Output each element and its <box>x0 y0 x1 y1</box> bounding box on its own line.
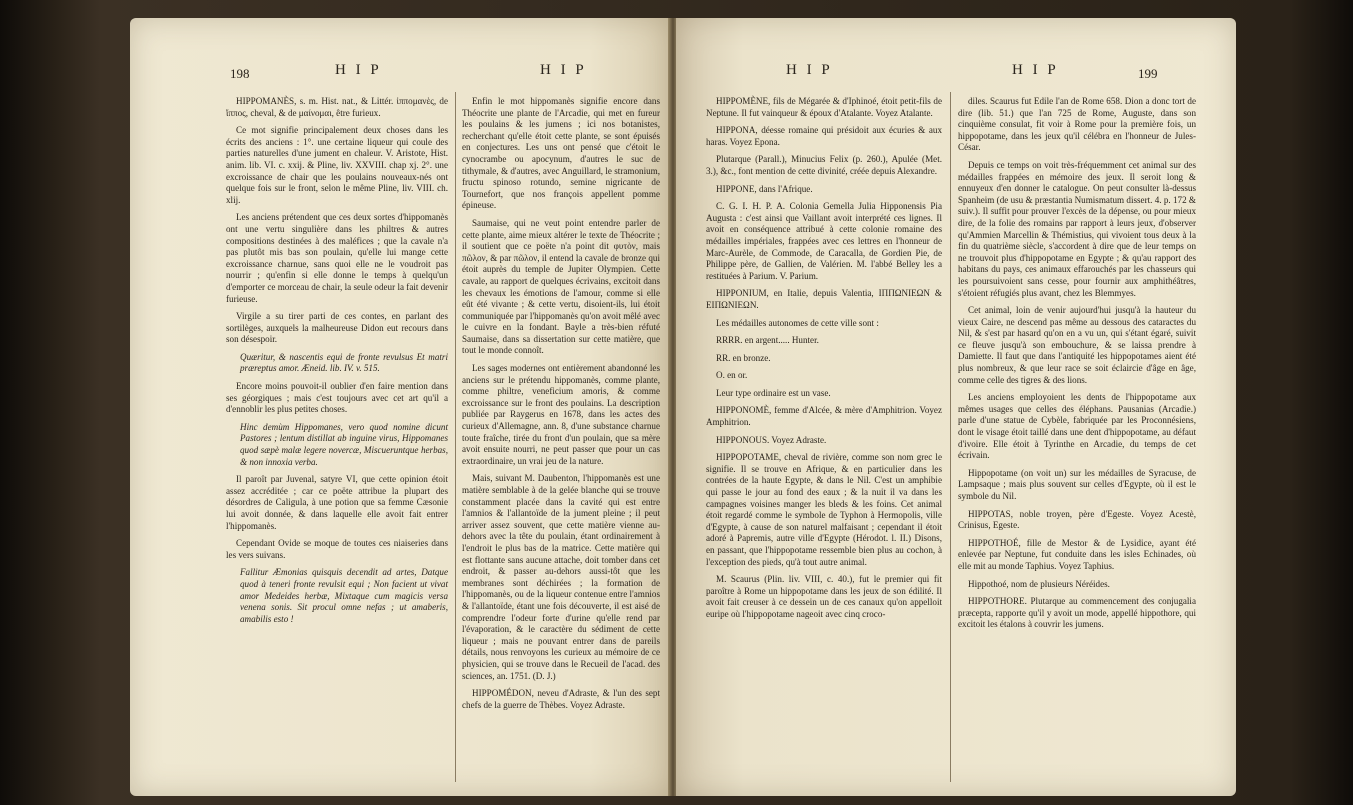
paragraph: HIPPOMÈNE, fils de Mégarée & d'Iphinoé, étoit petit-fils de Neptune. Il fut vainqueur & époux d'Atalante. Voyez Atalante. <box>706 96 942 118</box>
left-header-right: H I P <box>540 62 587 78</box>
paragraph: Enfin le mot hippomanès signifie encore dans Théocrite une plante de l'Arcadie, qui met en fureur les poulains & les jumens ; ici nos botanistes, recherchant qu'elle étoit cette plante, se sont épuisés en conjectures. Les uns ont pensé que c'étoit le cynocrambe ou apocynum, d'autres le suc de tithymale, & d'autres, avec Anguillard, le stramonium, fructu spinoso rotundo, semine nigricante de Tournefort, que nos françois appellent pomme épineuse. <box>462 96 660 211</box>
quotation: Hinc demùm Hippomanes, vero quod nomine dicunt Pastores ; lentum distillat ab inguine virus, Hippomanes quod sæpè malæ legere novercæ, Miscueruntque herbas, & non innoxia verba. <box>240 421 448 467</box>
paragraph: RR. en bronze. <box>716 352 771 363</box>
paragraph: Les sages modernes ont entièrement abandonné les anciens sur le prétendu hippomanès, comme plante, comme philtre, veneficium amoris, & comme excroissance sur le front des poulains. La description publiée par Raygerus en 1678, dans les actes des curieux d'Allemagne, ann. 8, d'une substance charnue toute fraîche, tirée du front d'un poulain, que sa mère avoit ensuite nourri, ne peut passer que pour un cas extraordinaire, un vrai jeu de la nature. <box>462 363 660 466</box>
right-column-2 <box>958 96 1196 637</box>
left-header-left: H I P <box>335 62 382 78</box>
paragraph: HIPPOPOTAME, cheval de rivière, comme son nom grec le signifie. Il se trouve en Afrique, & en particulier dans les contrées de la haute Egypte, & dans le Nil. C'est un amphibie qui passe le jour au fond des eaux ; & la nuit il va dans les campagnes voisines manger les bleds & les foins. Cet animal étoit regardé comme le symbole de Typhon à Hermopolis, ville d'Egypte, à cause de son naturel malfaisant ; cependant il étoit adoré à Papremis, autre ville d'Egypte (Hérodot. l. II.) Disons, en passant, que l'hippopotame ressemble bien plus au cochon, à l'exception des pieds, qu'à tout autre animal. <box>706 452 942 567</box>
right-page <box>676 18 1236 796</box>
paragraph: Les anciens prétendent que ces deux sortes d'hippomanès ont une vertu singulière dans les philtres & autres compositions destinées à des maléfices ; que la cavale n'a pas plutôt mis bas son poulain, qu'elle lui mange cette excroissance charnue, sans quoi elle ne le voudroit pas nourrir ; qu'enfin si elle donne le temps à quelqu'un d'emporter ce morceau de chair, la seule odeur la fait devenir furieuse. <box>226 212 448 304</box>
paragraph: diles. Scaurus fut Edile l'an de Rome 658. Dion a donc tort de dire (lib. 51.) que l'an 725 de Rome, Auguste, dans son cinquième consulat, fit voir à Rome pour la première fois, un hippopotame, dans les jeux qu'il célébra en l'honneur de Jules-César. <box>958 96 1196 153</box>
paragraph: HIPPOTAS, noble troyen, père d'Egeste. Voyez Acestè, Crinisus, Egeste. <box>958 508 1196 531</box>
paragraph: Leur type ordinaire est un vase. <box>716 387 831 398</box>
paragraph: Plutarque (Parall.), Minucius Felix (p. 260.), Apulée (Met. 3.), &c., font mention de cette divinité, créée depuis Alexandre. <box>706 154 942 176</box>
paragraph: Cependant Ovide se moque de toutes ces niaiseries dans les vers suivans. <box>226 538 448 560</box>
left-page-number: 198 <box>230 66 250 81</box>
quotation: Fallitur Æmonias quisquis decendit ad artes, Datque quod à teneri fronte revulsit equi ; Non facient ut vivat amor Medeides herbæ, Mixtaque cum magicis versa venena sonis. Sit procul omne nefas ; ut amaberis, amabilis esto ! <box>240 567 448 624</box>
quotation: Quæritur, & nascentis equi de fronte revulsus Et matri præreptus amor. Æneid. lib. IV. v. 515. <box>240 351 448 374</box>
paragraph: Les médailles autonomes de cette ville sont : <box>716 317 879 328</box>
paragraph: Virgile a su tirer parti de ces contes, en parlant des sortilèges, auxquels la malheureuse Didon eut recours dans son désespoir. <box>226 311 448 345</box>
paragraph: Depuis ce temps on voit très-fréquemment cet animal sur des médailles frappées en mémoire des jeux. Il seroit long & ennuyeux d'en donner le catalogue. On peut consulter là-dessus Spanheim (de usu & præstantia Numismatum dissert. 4. p. 172 & suiv.). Il suffit pour prouver l'excès de la dépense, ou pour mieux dire, de la folie des romains par rapport à leurs jeux, d'observer qu'Ammien Marcellin & Thémistius, qui vivoient tous deux à la fin du quatrième siècle, s'accordent à dire que de leur temps on ne trouvoit plus d'hippopotame en Egypte ; & qu'au rapport des habitans du pays, ces animaux effarouchés par les chasseurs qui les poursuivoient sans cesse, pour fournir aux amphithéâtres, s'étoient réfugiés plus avant, chez les Blemmyes. <box>958 159 1196 298</box>
right-header-left: H I P <box>786 62 833 78</box>
right-column-1 <box>706 96 942 627</box>
paragraph: HIPPOMANÈS, s. m. Hist. nat., & Littér. ἱππομανὲς, de ἵππος, cheval, & de μαίνομαι, être furieux. <box>226 96 448 118</box>
right-header-right: H I P <box>1012 62 1059 78</box>
paragraph: HIPPOMÉDON, neveu d'Adraste, & l'un des sept chefs de la guerre de Thèbes. Voyez Adraste. <box>462 688 660 710</box>
paragraph: Hippopotame (on voit un) sur les médailles de Syracuse, de Lampsaque ; mais plus souvent sur celles d'Egypte, où il est le symbole du Nil. <box>958 467 1196 501</box>
paragraph: RRRR. en argent..... Hunter. <box>716 335 819 346</box>
paragraph: HIPPONE, dans l'Afrique. <box>716 183 813 194</box>
paragraph: M. Scaurus (Plin. liv. VIII, c. 40.), fut le premier qui fit paroître à Rome un hippopotame dans les jeux de son édilité. Il avoit fait creuser à ce dessein un de ces canaux qu'on appelloit euripe où l'hippopotame nageoit avec cinq croco- <box>706 574 942 619</box>
paragraph: Hippothoé, nom de plusieurs Néréides. <box>968 578 1110 589</box>
paragraph: HIPPOTHORE. Plutarque au commencement des conjugalia præcepta, rapporte qu'il y avoit un mode, appellé hippothore, qui excitoit les étalons à couvrir les jumens. <box>958 596 1196 630</box>
paragraph: C. G. I. H. P. A. Colonia Gemella Julia Hipponensis Pia Augusta : c'est ainsi que Vaillant avoit interprété ces lignes. Il avoit en conséquence attribué à cette colonie romaine des médailles impériales, frappées avec ces lettres en l'honneur de Marc-Aurèle, de Commode, de Caracalla, de Gordien Pie, de Philippe père, de Gallien, de Valérien. M. l'abbé Belley les a restituées à Parium. V. Parium. <box>706 201 942 281</box>
paragraph: HIPPONIUM, en Italie, depuis Valentia, ΙΠΠΩΝΙΕΩΝ & ΕΙΠΩΝΙΕΩΝ. <box>706 288 942 310</box>
right-page-number: 199 <box>1138 66 1158 81</box>
left-column-1 <box>226 96 448 631</box>
paragraph: HIPPOTHOÉ, fille de Mestor & de Lysidice, ayant été enlevée par Neptune, fut conduite dans les isles Echinades, où elle mit au monde Taphius. Voyez Taphius. <box>958 537 1196 571</box>
paragraph: Mais, suivant M. Daubenton, l'hippomanès est une matière semblable à de la gelée blanche qui se trouve constamment placée dans la cavité qui est entre l'amnios & l'allantoïde de la jument pleine ; il peut arriver assez souvent, que cette matière vienne au-dehors avec la tête du poulain, étant ordinairement à l'endroit le plus bas de la matrice. Cette matière qui est flottante sans aucune attache, doit tomber dans cet endroit, & passer au-dehors aussi-tôt que les membranes sont déchirées ; la formation de l'hippomanès, ou de la liqueur contenue entre l'amnios & l'allantoïde, étant une fois découverte, il est aisé de comprendre l'odeur forte d'urine qu'elle rend par l'évaporation, & le caractère du sédiment de cette liqueur ; mais ne pouvant entrer dans de pareils détails, nous renvoyons les curieux au mémoire de ce physicien, qui se trouve dans le Recueil de l'acad. des sciences, an. 1751. (D. J.) <box>462 473 660 681</box>
paragraph: HIPPONA, déesse romaine qui présidoit aux écuries & aux haras. Voyez Epona. <box>706 125 942 147</box>
paragraph: Saumaise, qui ne veut point entendre parler de cette plante, aime mieux altérer le texte de Théocrite ; il soutient que ce poëte n'a point dit φυτὸν, mais πῶλον, & par πῶλον, il entend la cavale de bronze qui étoit auprès du temple de Jupiter Olympien. Cette cavale, au rapport de quelques écrivains, excitoit dans les chevaux les émotions de l'amour, comme si elle eût été vivante ; & cette vertu, disoient-ils, lui étoit communiquée par l'hippomanès qu'on avoit mêlé avec le cuivre en la fondant. Bayle a très-bien réfuté Saumaise, dans sa dissertation sur cette matière, que tout le monde connoît. <box>462 217 660 356</box>
left-page <box>130 18 670 796</box>
paragraph: Les anciens employoient les dents de l'hippopotame aux mêmes usages que celles des éléphans. Pausanias (Arcadie.) parle d'une statue de Cybèle, fabriquée par les Proconnésiens, dont le visage étoit taillé dans une dent d'hippopotame, au défaut d'ivoire. Elle étoit à Tyrinthe en Arcadie, du temps de cet écrivain. <box>958 392 1196 461</box>
left-column-2 <box>462 96 660 717</box>
paragraph: Ce mot signifie principalement deux choses dans les écrits des anciens : 1°. une certaine liqueur qui coule des parties naturelles d'une jument en chaleur. V. Aristote, Hist. anim. lib. VI. c. xxij. & Pline, liv. XXVIII. chap xj. 2°. une excroissance de chair que les poulains nouveaux-nés ont quelque fois sur le front, selon le même Pline, liv. VIII. ch. xlij. <box>226 125 448 205</box>
paragraph: HIPPONOMÈ, femme d'Alcée, & mère d'Amphitrion. Voyez Amphitrion. <box>706 405 942 428</box>
paragraph: Il paroît par Juvenal, satyre VI, que cette opinion étoit assez accréditée ; car ce poëte attribue la plupart des désordres de Caligula, à une potion que sa femme Cæsonie lui avoit donnée, & dans laquelle elle avoit fait entrer l'hippomanès. <box>226 474 448 531</box>
paragraph: Cet animal, loin de venir aujourd'hui jusqu'à la hauteur du vieux Caire, ne descend pas même au dessous des cataractes du Nil, & s'est par hasard qu'on en a vu un, qui s'étant égaré, suivit ce fleuve jusqu'à son embouchure, & se laissa prendre à Damiette. Il faut que dans l'antiquité les hippopotames aient été plus nombreux, & que leur race se soit éclaircie d'âge en âge, comme celle des tigres & des lions. <box>958 305 1196 385</box>
paragraph: Encore moins pouvoit-il oublier d'en faire mention dans ses géorgiques ; mais c'est toujours avec cet art qu'il a d'ennoblir les plus petites choses. <box>226 381 448 415</box>
paragraph: O. en or. <box>716 370 748 381</box>
column-rule <box>950 92 951 782</box>
column-rule <box>455 92 456 782</box>
paragraph: HIPPONOUS. Voyez Adraste. <box>716 434 827 445</box>
